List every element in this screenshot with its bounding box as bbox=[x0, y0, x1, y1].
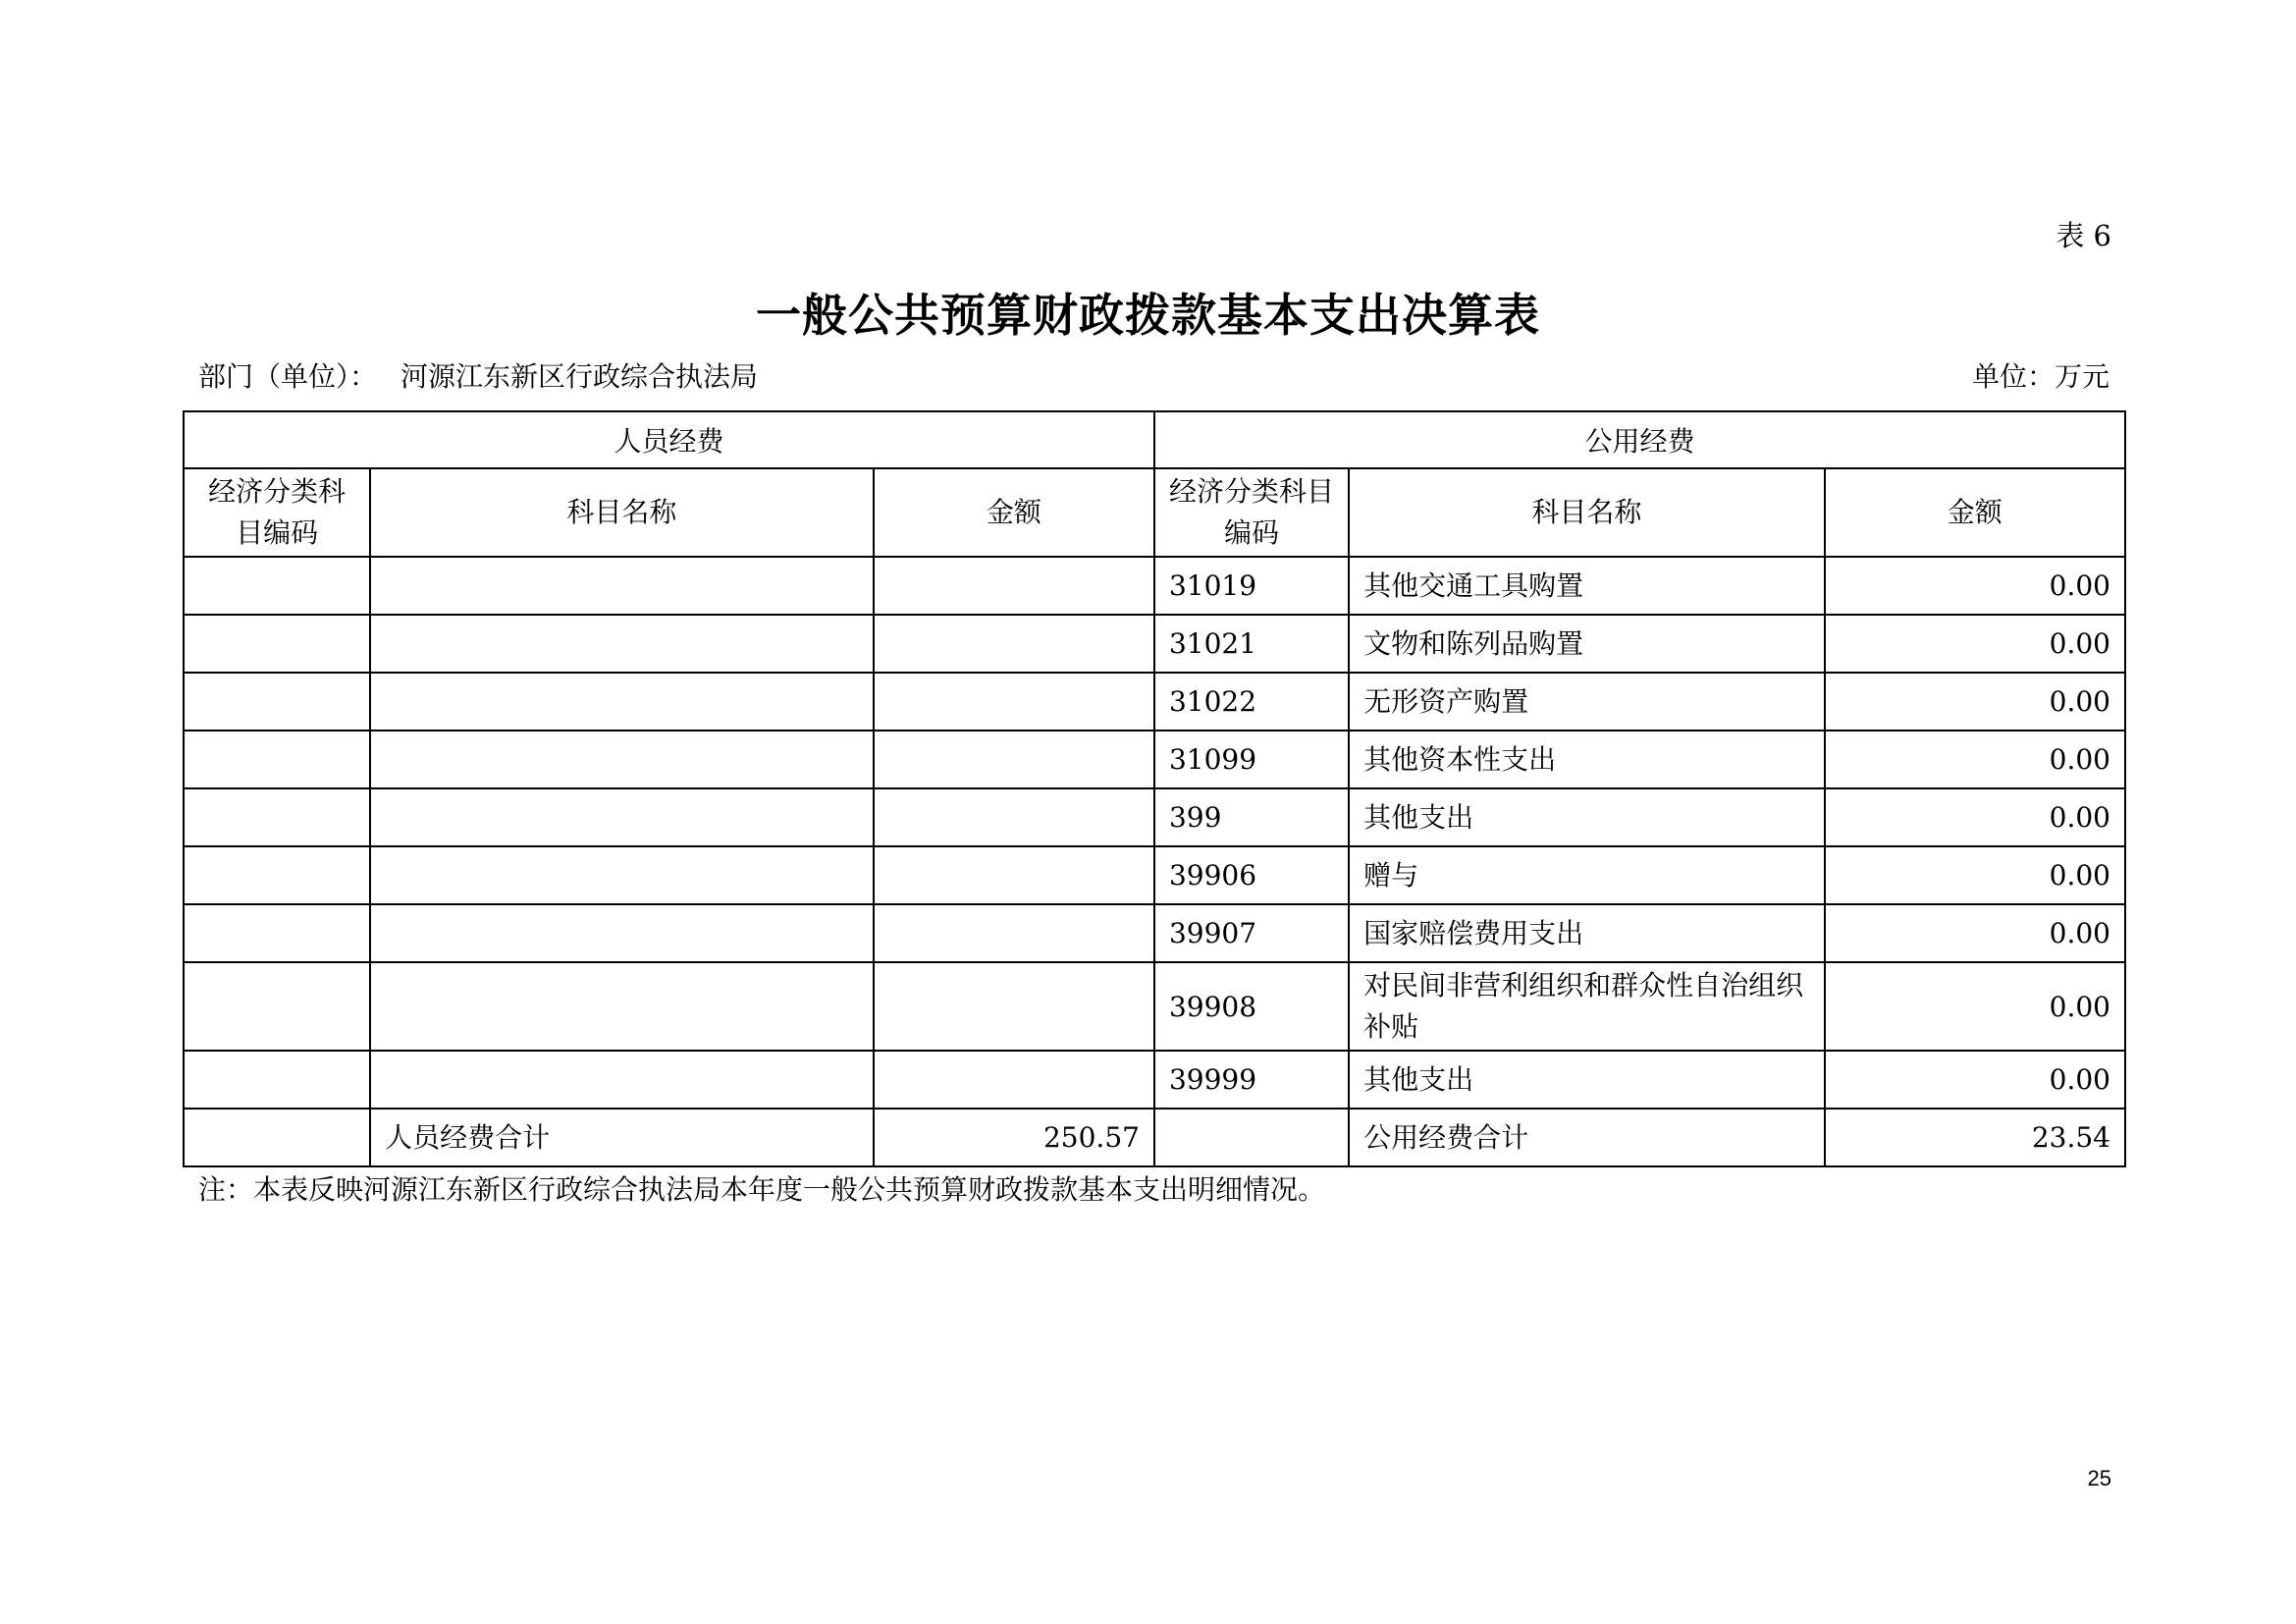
public-name-header: 科目名称 bbox=[1349, 468, 1824, 557]
public-name-cell: 其他资本性支出 bbox=[1349, 731, 1824, 788]
table-row bbox=[184, 962, 2125, 1051]
page-number: 25 bbox=[2087, 1466, 2111, 1490]
personnel-amount-cell bbox=[874, 557, 1154, 615]
personnel-name-cell bbox=[370, 557, 874, 615]
personnel-name-cell bbox=[370, 673, 874, 731]
personnel-amount-header: 金额 bbox=[874, 468, 1154, 557]
personnel-code-cell bbox=[184, 904, 370, 962]
public-amount-cell: 0.00 bbox=[1825, 788, 2125, 846]
public-amount-cell: 0.00 bbox=[1825, 904, 2125, 962]
table-number: 表 6 bbox=[2056, 219, 2111, 252]
table-row bbox=[184, 904, 2125, 962]
public-amount-cell: 0.00 bbox=[1825, 615, 2125, 673]
public-name-cell: 其他支出 bbox=[1349, 1051, 1824, 1109]
personnel-total-code-cell bbox=[184, 1109, 370, 1166]
public-name-cell: 其他交通工具购置 bbox=[1349, 557, 1824, 615]
public-amount-cell: 0.00 bbox=[1825, 846, 2125, 904]
personnel-total-label: 人员经费合计 bbox=[370, 1109, 874, 1166]
personnel-name-cell bbox=[370, 731, 874, 788]
table-row bbox=[184, 731, 2125, 788]
personnel-name-cell bbox=[370, 962, 874, 1051]
personnel-amount-cell bbox=[874, 731, 1154, 788]
personnel-name-cell bbox=[370, 788, 874, 846]
public-amount-cell: 0.00 bbox=[1825, 1051, 2125, 1109]
public-code-cell: 31019 bbox=[1154, 557, 1349, 615]
page-title: 一般公共预算财政拨款基本支出决算表 bbox=[756, 289, 1540, 342]
personnel-amount-cell bbox=[874, 1051, 1154, 1109]
public-name-cell: 文物和陈列品购置 bbox=[1349, 615, 1824, 673]
public-code-cell: 399 bbox=[1154, 788, 1349, 846]
personnel-code-cell bbox=[184, 788, 370, 846]
personnel-amount-cell bbox=[874, 904, 1154, 962]
personnel-name-cell bbox=[370, 904, 874, 962]
public-amount-cell: 0.00 bbox=[1825, 962, 2125, 1051]
public-amount-cell: 0.00 bbox=[1825, 731, 2125, 788]
public-code-cell: 39908 bbox=[1154, 962, 1349, 1051]
table-row bbox=[184, 615, 2125, 673]
table-row bbox=[184, 788, 2125, 846]
personnel-code-cell bbox=[184, 557, 370, 615]
totals-row bbox=[184, 1109, 2125, 1166]
public-name-cell: 国家赔偿费用支出 bbox=[1349, 904, 1824, 962]
personnel-name-header: 科目名称 bbox=[370, 468, 874, 557]
public-total-code-cell bbox=[1154, 1109, 1349, 1166]
public-total-amount: 23.54 bbox=[1825, 1109, 2125, 1166]
personnel-total-amount: 250.57 bbox=[874, 1109, 1154, 1166]
public-name-cell: 其他支出 bbox=[1349, 788, 1824, 846]
public-name-cell: 赠与 bbox=[1349, 846, 1824, 904]
personnel-code-cell bbox=[184, 673, 370, 731]
personnel-amount-cell bbox=[874, 846, 1154, 904]
personnel-code-cell bbox=[184, 1051, 370, 1109]
public-code-cell: 31021 bbox=[1154, 615, 1349, 673]
public-amount-header: 金额 bbox=[1825, 468, 2125, 557]
table-row bbox=[184, 1051, 2125, 1109]
public-group-header: 公用经费 bbox=[1154, 411, 2125, 468]
public-code-cell: 31099 bbox=[1154, 731, 1349, 788]
public-code-header: 经济分类科目编码 bbox=[1154, 468, 1349, 557]
table-row bbox=[184, 846, 2125, 904]
personnel-amount-cell bbox=[874, 673, 1154, 731]
personnel-code-cell bbox=[184, 962, 370, 1051]
personnel-name-cell bbox=[370, 846, 874, 904]
public-name-cell: 对民间非营利组织和群众性自治组织补贴 bbox=[1349, 962, 1824, 1051]
personnel-name-cell bbox=[370, 1051, 874, 1109]
department-label: 部门（单位）： bbox=[198, 360, 378, 393]
public-total-label: 公用经费合计 bbox=[1349, 1109, 1824, 1166]
public-amount-cell: 0.00 bbox=[1825, 673, 2125, 731]
personnel-code-cell bbox=[184, 731, 370, 788]
public-name-cell: 无形资产购置 bbox=[1349, 673, 1824, 731]
table-row bbox=[184, 673, 2125, 731]
personnel-code-cell bbox=[184, 846, 370, 904]
personnel-code-cell bbox=[184, 615, 370, 673]
public-code-cell: 31022 bbox=[1154, 673, 1349, 731]
department-line bbox=[198, 355, 758, 395]
public-code-cell: 39906 bbox=[1154, 846, 1349, 904]
public-code-cell: 39907 bbox=[1154, 904, 1349, 962]
public-code-cell: 39999 bbox=[1154, 1051, 1349, 1109]
personnel-name-cell bbox=[370, 615, 874, 673]
personnel-amount-cell bbox=[874, 962, 1154, 1051]
public-amount-cell: 0.00 bbox=[1825, 557, 2125, 615]
personnel-code-header: 经济分类科目编码 bbox=[184, 468, 370, 557]
department-name: 河源江东新区行政综合执法局 bbox=[400, 360, 759, 393]
personnel-amount-cell bbox=[874, 615, 1154, 673]
expenditure-table bbox=[183, 410, 2126, 1167]
table-row bbox=[184, 557, 2125, 615]
personnel-amount-cell bbox=[874, 788, 1154, 846]
unit-label: 单位：万元 bbox=[1971, 360, 2109, 393]
personnel-group-header: 人员经费 bbox=[184, 411, 1154, 468]
table-note: 注：本表反映河源江东新区行政综合执法局本年度一般公共预算财政拨款基本支出明细情况。 bbox=[198, 1173, 1326, 1206]
